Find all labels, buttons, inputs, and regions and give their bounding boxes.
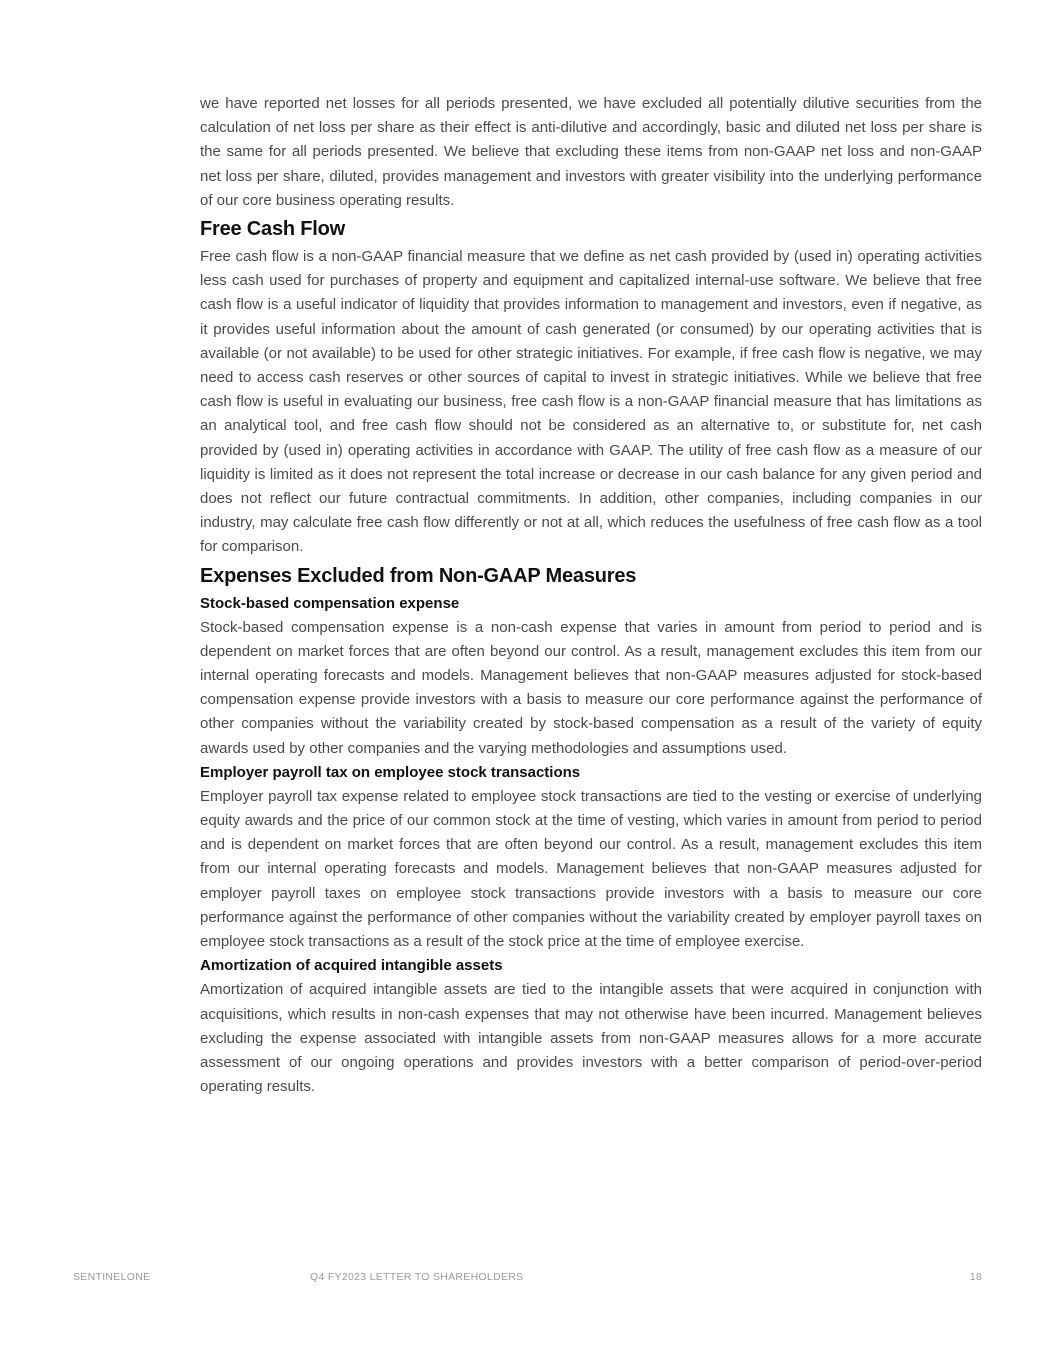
expenses-excluded-heading: Expenses Excluded from Non-GAAP Measures [200,564,637,587]
free-cash-flow-heading: Free Cash Flow [200,218,346,241]
main-content [200,92,982,1099]
stock-based-compensation-paragraph: Stock-based compensation expense is a non-cash expense that varies in amount from period to period and is dependent on market forces that are often beyond our control. As a result, management excludes this item from our internal operating forecasts and models. Management believes that non-GAAP measures adjusted for stock-based compensation expense provide investors with a basis to measure our core performance against the performance of other companies without the variability created by stock-based compensation as a result of the variety of equity awards used by other companies and the varying methodologies and assumptions used. [200,618,982,757]
amortization-paragraph: Amortization of acquired intangible assets are tied to the intangible assets that were acquired in conjunction with acquisitions, which results in non-cash expenses that may not otherwise have been incurred. Management believes excluding the expense associated with intangible assets from non-GAAP measures allows for a more accurate assessment of our ongoing operations and provides investors with a better comparison of period-over-period operating results. [200,981,982,1096]
footer-document-title: Q4 FY2023 LETTER TO SHAREHOLDERS [310,1271,524,1283]
intro-paragraph: we have reported net losses for all periods presented, we have excluded all potentially dilutive securities from the calculation of net loss per share as their effect is anti-dilutive and accordingly, basic and diluted net loss per share is the same for all periods presented. We believe that excluding these items from non-GAAP net loss and non-GAAP net loss per share, diluted, provides management and investors with greater visibility into the underlying performance of our core business operating results. [200,95,982,209]
free-cash-flow-paragraph: Free cash flow is a non-GAAP financial measure that we define as net cash provided by (used in) operating activities less cash used for purchases of property and equipment and capitalized internal-use software. We believe that free cash flow is a useful indicator of liquidity that provides information to management and investors, even if negative, as it provides useful information about the amount of cash generated (or consumed) by our operating activities that is available (or not available) to be used for other strategic initiatives. For example, if free cash flow is negative, we may need to access cash reserves or other sources of capital to invest in strategic initiatives. While we believe that free cash flow is useful in evaluating our business, free cash flow is a non-GAAP financial measure that has limitations as an analytical tool, and free cash flow should not be considered as an alternative to, or substitute for, net cash provided by (used in) operating activities in accordance with GAAP. The utility of free cash flow as a measure of our liquidity is limited as it does not represent the total increase or decrease in our cash balance for any given period and does not reflect our future contractual commitments. In addition, other companies, including companies in our industry, may calculate free cash flow differently or not at all, which reduces the usefulness of free cash flow as a tool for comparison. [200,248,982,556]
payroll-tax-paragraph: Employer payroll tax expense related to employee stock transactions are tied to the vesting or exercise of underlying equity awards and the price of our common stock at the time of vesting, which varies in amount from period to period and is dependent on market forces that are often beyond our control. As a result, management excludes this item from our internal operating forecasts and models. Management believes that non-GAAP measures adjusted for employer payroll taxes on employee stock transactions provide investors with a basis to measure our core performance against the performance of other companies without the variability created by employer payroll taxes on employee stock transactions as a result of the stock price at the time of employee exercise. [200,787,982,951]
stock-based-compensation-heading: Stock-based compensation expense [200,594,460,612]
footer-company-name: SENTINELONE [73,1271,151,1283]
amortization-heading: Amortization of acquired intangible assets [200,957,503,975]
footer-page-number: 18 [969,1271,982,1283]
payroll-tax-heading: Employer payroll tax on employee stock transactions [200,763,581,781]
